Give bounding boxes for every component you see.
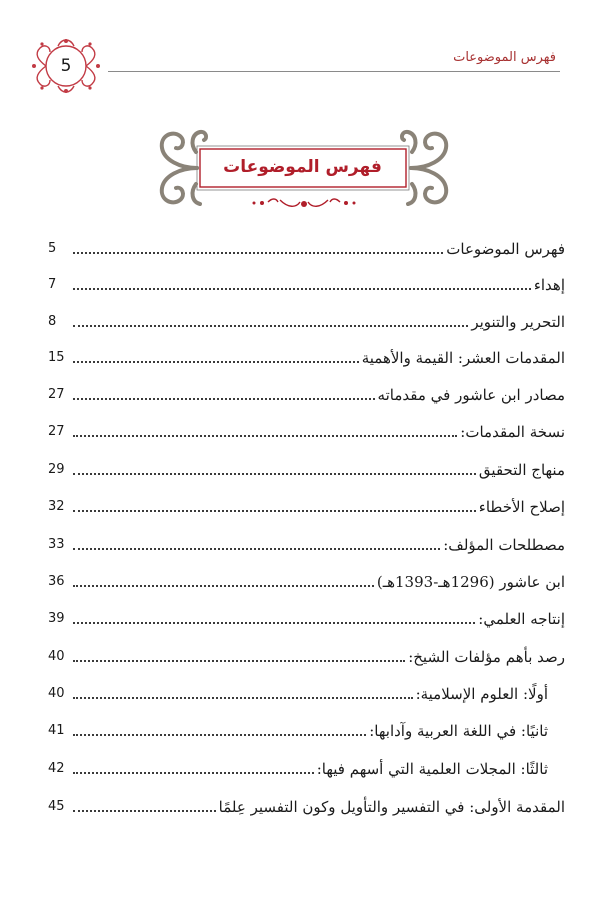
leader-dots bbox=[73, 719, 366, 736]
toc-entry-title: التحرير والتنوير bbox=[471, 313, 565, 331]
toc-entry[interactable] bbox=[48, 495, 565, 519]
toc-entry[interactable] bbox=[48, 383, 565, 407]
toc-entry-title: المقدمات العشر: القيمة والأهمية bbox=[361, 349, 565, 367]
toc-entry-title: فهرس الموضوعات bbox=[446, 240, 565, 258]
toc-entry-title: إنتاجه العلمي: bbox=[478, 610, 565, 628]
toc-page-number: 40 bbox=[48, 686, 65, 701]
toc-entry-title: مصطلحات المؤلف: bbox=[443, 536, 565, 554]
toc-entry-title: منهاج التحقيق bbox=[478, 461, 565, 479]
toc-entry-title: مصادر ابن عاشور في مقدماته bbox=[377, 386, 565, 404]
toc-entry[interactable] bbox=[48, 795, 565, 819]
toc-entry-title: ثانيًا: في اللغة العربية وآدابها: bbox=[369, 722, 548, 740]
toc-entry[interactable] bbox=[48, 607, 565, 631]
leader-dots bbox=[73, 607, 475, 624]
toc-page-number: 36 bbox=[48, 574, 65, 589]
leader-dots bbox=[73, 645, 405, 662]
toc-page-number: 45 bbox=[48, 799, 65, 814]
toc-page-number: 33 bbox=[48, 537, 65, 552]
leader-dots bbox=[73, 570, 374, 587]
toc-page-number: 29 bbox=[48, 462, 65, 477]
toc-entry-title: ابن عاشور (1296هـ-1393هـ) bbox=[376, 573, 565, 591]
toc-page-number: 32 bbox=[48, 499, 65, 514]
toc-page-number: 27 bbox=[48, 387, 65, 402]
leader-dots bbox=[73, 383, 375, 400]
toc-page-number: 41 bbox=[48, 723, 65, 738]
leader-dots bbox=[73, 310, 468, 327]
leader-dots bbox=[73, 273, 531, 290]
leader-dots bbox=[73, 495, 476, 512]
toc-entry[interactable] bbox=[48, 346, 565, 370]
leader-dots bbox=[73, 533, 440, 550]
toc-entry[interactable] bbox=[48, 719, 548, 743]
toc-entry-title: نسخة المقدمات: bbox=[460, 423, 565, 441]
toc-entry-title: أولًا: العلوم الإسلامية: bbox=[415, 685, 548, 703]
toc-entry[interactable] bbox=[48, 273, 565, 297]
running-header-title: فهرس الموضوعات bbox=[453, 50, 556, 65]
toc-entry[interactable] bbox=[48, 420, 565, 444]
toc-page-number: 15 bbox=[48, 350, 65, 365]
leader-dots bbox=[73, 795, 216, 812]
toc-entry[interactable] bbox=[48, 645, 565, 669]
toc-page-number: 39 bbox=[48, 611, 65, 626]
toc-entry[interactable] bbox=[48, 310, 565, 334]
toc-entry[interactable] bbox=[48, 570, 565, 594]
toc-page-number: 5 bbox=[48, 241, 57, 256]
leader-dots bbox=[73, 346, 359, 363]
toc-page-number: 42 bbox=[48, 761, 65, 776]
toc-page-number: 27 bbox=[48, 424, 65, 439]
toc-entry[interactable] bbox=[48, 757, 548, 781]
toc-page-number: 8 bbox=[48, 314, 57, 329]
toc-entry[interactable] bbox=[48, 533, 565, 557]
toc-entry-title: ثالثًا: المجلات العلمية التي أسهم فيها: bbox=[316, 760, 548, 778]
toc-entry-title: إصلاح الأخطاء bbox=[478, 498, 565, 516]
toc-entry-title: المقدمة الأولى: في التفسير والتأويل وكون التفسير عِلمًا bbox=[218, 798, 565, 816]
toc-heading: فهرس الموضوعات bbox=[223, 157, 382, 177]
leader-dots bbox=[73, 420, 457, 437]
toc-entry[interactable] bbox=[48, 237, 565, 261]
toc-entry-title: رصد بأهم مؤلفات الشيخ: bbox=[408, 648, 565, 666]
leader-dots bbox=[73, 237, 443, 254]
page-number: 5 bbox=[60, 56, 72, 76]
leader-dots bbox=[73, 757, 314, 774]
toc-entry[interactable] bbox=[48, 682, 548, 706]
toc-entry[interactable] bbox=[48, 458, 565, 482]
toc-page-number: 7 bbox=[48, 277, 57, 292]
toc-entry-title: إهداء bbox=[533, 276, 565, 294]
toc-page-number: 40 bbox=[48, 649, 65, 664]
leader-dots bbox=[73, 682, 413, 699]
leader-dots bbox=[73, 458, 476, 475]
